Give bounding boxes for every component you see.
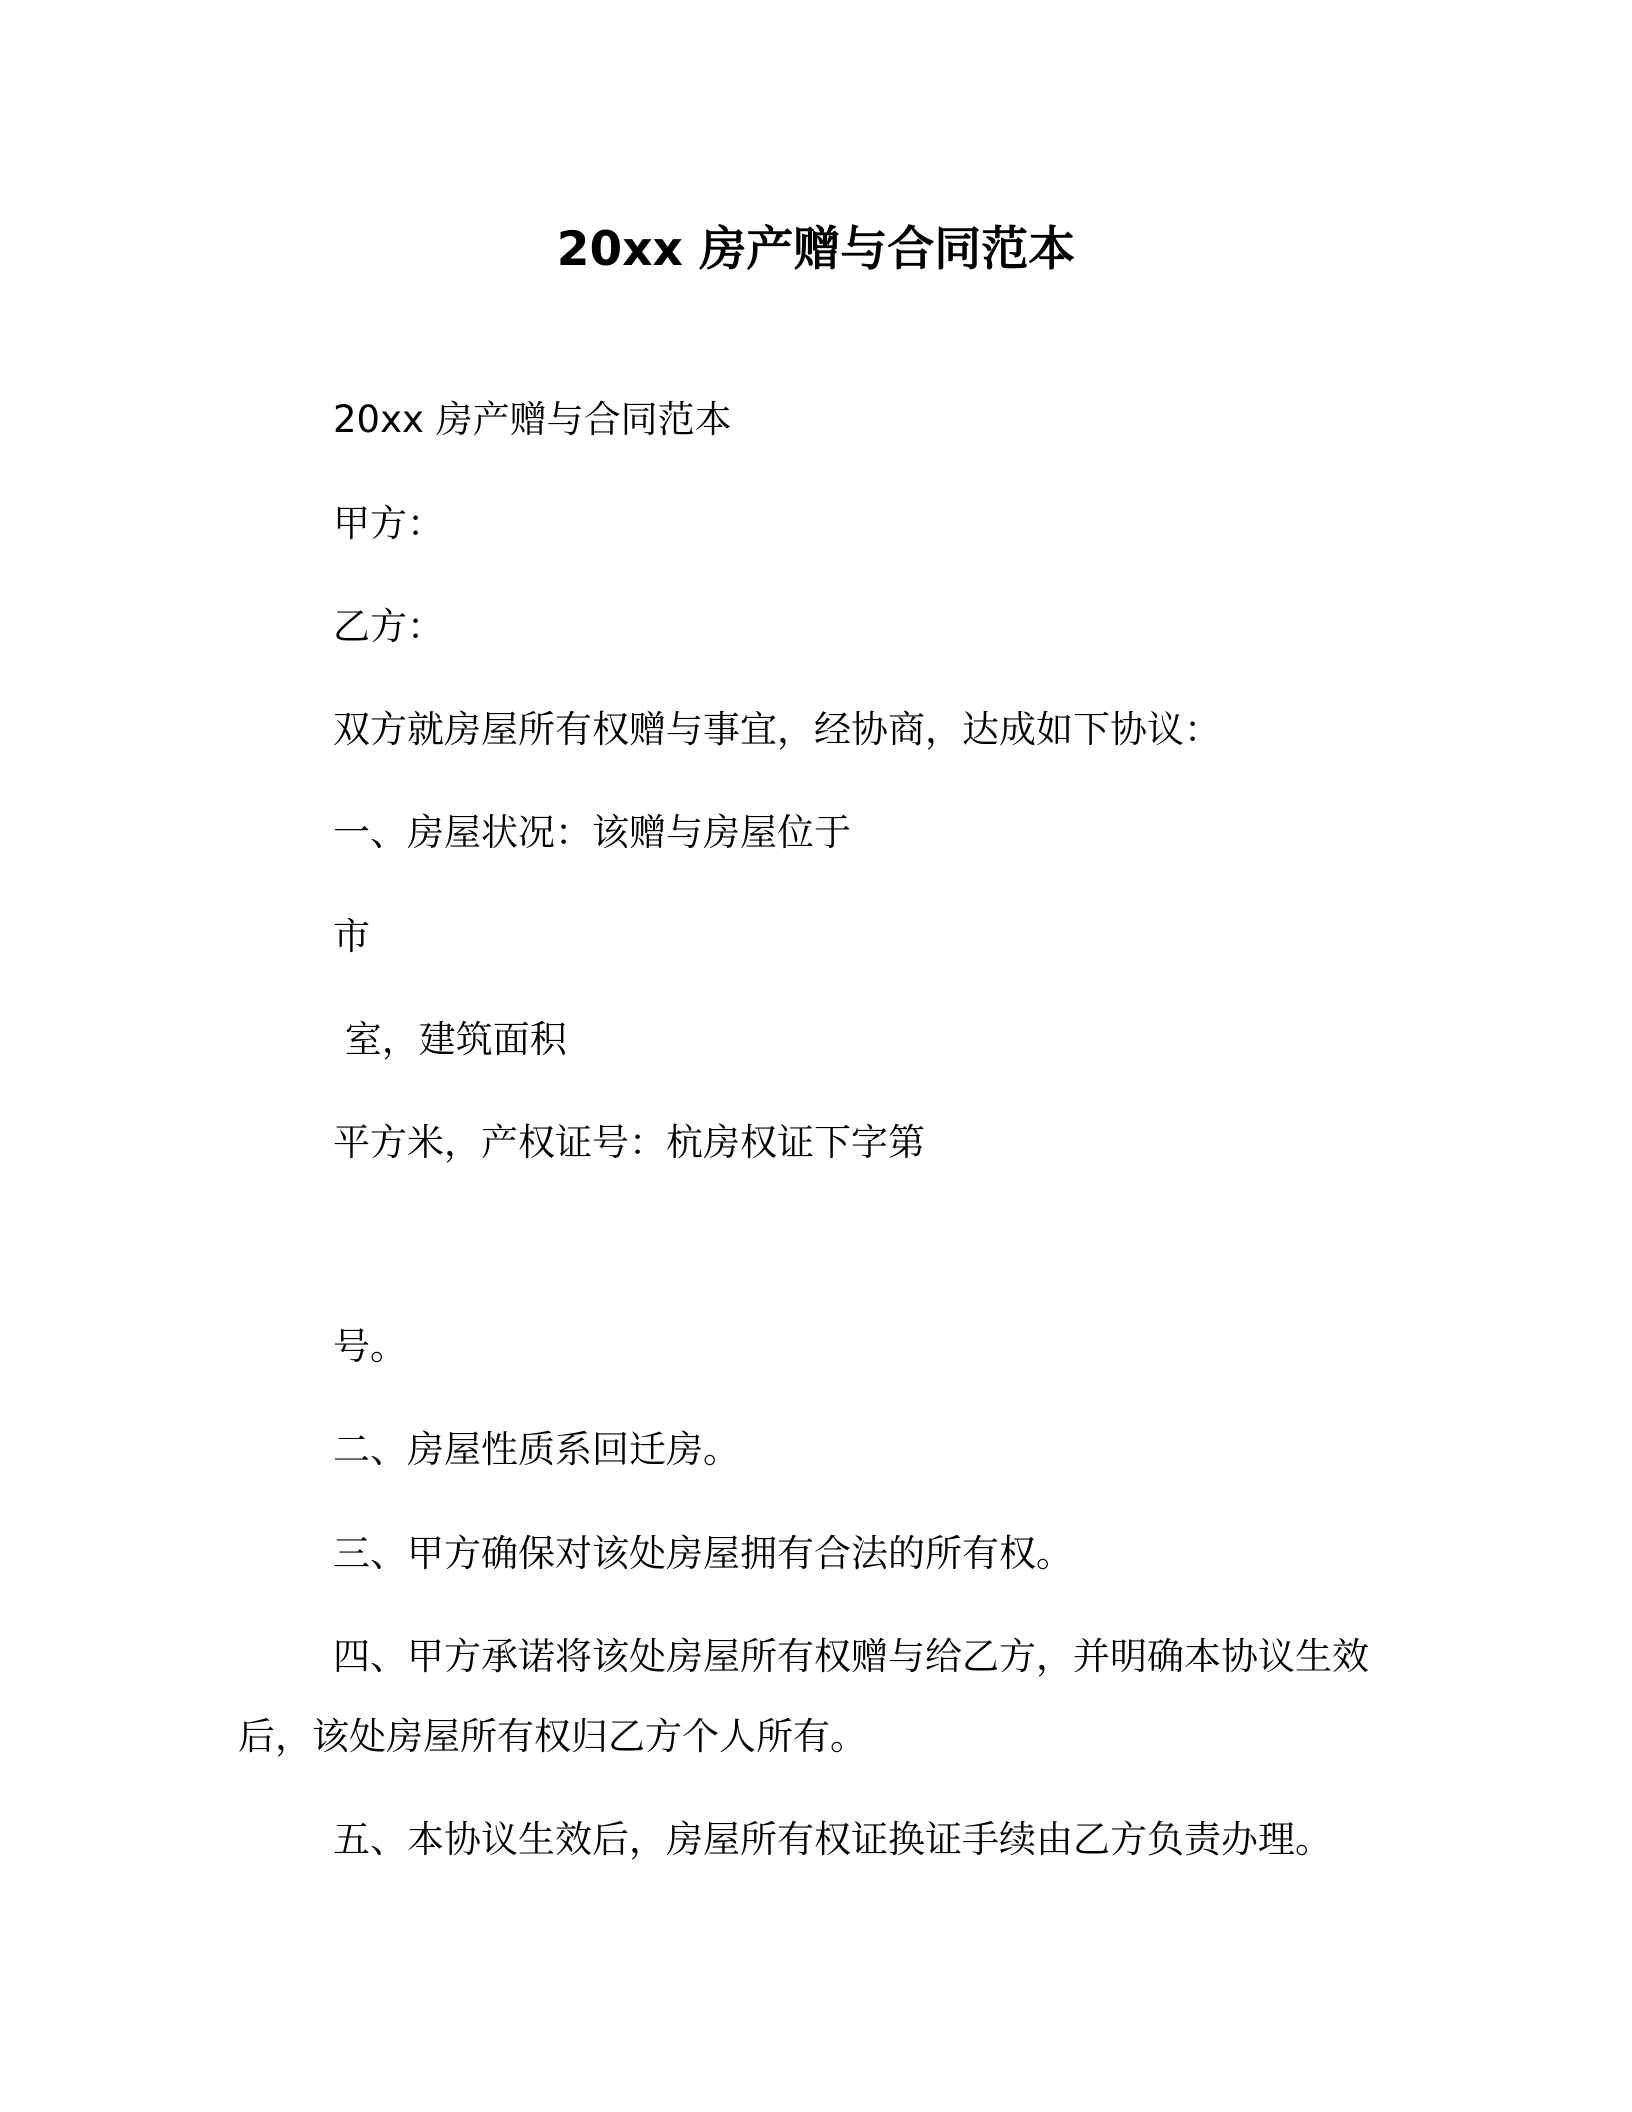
clause-1-line-2: 市: [333, 915, 370, 958]
document-title: 20xx 房产赠与合同范本: [556, 222, 1076, 277]
clause-1-line-3: 室，建筑面积: [333, 1018, 567, 1061]
clause-1-line-5: 号。: [333, 1325, 407, 1368]
clause-4-line-2: 后，该处房屋所有权归乙方个人所有。: [238, 1715, 867, 1758]
clause-2: 二、房屋性质系回迁房。: [333, 1428, 740, 1471]
clause-5: 五、本协议生效后，房屋所有权证换证手续由乙方负责办理。: [333, 1818, 1332, 1861]
intro-paragraph: 双方就房屋所有权赠与事宜，经协商，达成如下协议：: [333, 708, 1221, 751]
party-b-label: 乙方：: [333, 605, 444, 648]
clause-1-line-4: 平方米，产权证号：杭房权证下字第: [333, 1121, 925, 1164]
clause-1-line-1: 一、房屋状况：该赠与房屋位于: [333, 811, 851, 854]
document-subtitle: 20xx 房产赠与合同范本: [333, 398, 732, 441]
party-a-label: 甲方：: [333, 502, 444, 545]
clause-3: 三、甲方确保对该处房屋拥有合法的所有权。: [333, 1532, 1073, 1575]
clause-4-line-1: 四、甲方承诺将该处房屋所有权赠与给乙方，并明确本协议生效: [333, 1635, 1369, 1678]
